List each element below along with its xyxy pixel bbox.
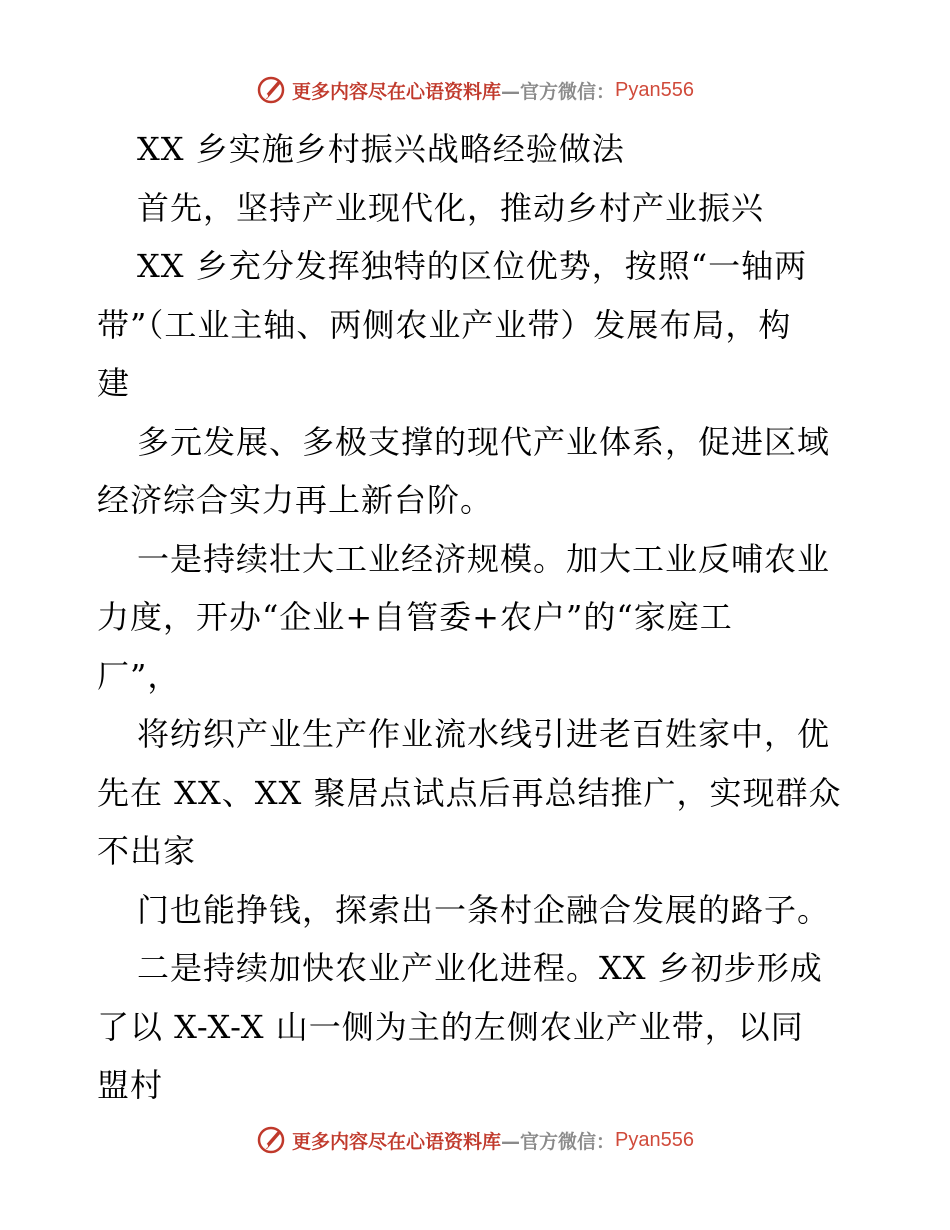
paragraph-line: 力度，开办“企业+自管委+农户”的“家庭工 <box>97 598 733 636</box>
paragraph-line: 不出家 <box>97 832 197 870</box>
paragraph-line: 厂”， <box>97 656 181 695</box>
quill-logo-icon <box>256 1125 286 1155</box>
paragraph-line: 带”（工业主轴、两侧农业产业带）发展布局，构 <box>97 305 792 344</box>
header-site-name: 更多内容尽在心语资料库 <box>292 80 502 103</box>
paragraph-line: 一是持续壮大工业经济规模。加大工业反哺农业 <box>137 539 831 578</box>
paragraph-line: 门也能挣钱，探索出一条村企融合发展的路子。 <box>137 890 831 929</box>
header-wechat-label: —官方微信： <box>501 80 616 103</box>
section-heading: 首先，坚持产业现代化，推动乡村产业振兴 <box>137 188 765 227</box>
header-banner <box>0 70 950 110</box>
paragraph-line: XX 乡充分发挥独特的区位优势，按照“一轴两 <box>137 247 808 285</box>
document-title: XX 乡实施乡村振兴战略经验做法 <box>137 130 625 168</box>
quill-logo-icon <box>256 75 286 105</box>
paragraph-line: 先在 XX、XX 聚居点试点后再总结推广，实现群众 <box>97 773 842 812</box>
paragraph-line: 盟村 <box>97 1066 164 1104</box>
document-body <box>97 120 857 1115</box>
paragraph-line: 了以 X-X-X 山一侧为主的左侧农业产业带，以同 <box>97 1007 804 1046</box>
footer-site-name: 更多内容尽在心语资料库 <box>292 1130 502 1153</box>
paragraph-line: 建 <box>97 364 131 402</box>
paragraph-line: 二是持续加快农业产业化进程。XX 乡初步形成 <box>137 949 823 987</box>
header-wechat-id: Pyan556 <box>615 78 694 101</box>
footer-banner <box>0 1120 950 1160</box>
paragraph-line: 经济综合实力再上新台阶。 <box>97 481 494 519</box>
paragraph-line: 将纺织产业生产作业流水线引进老百姓家中，优 <box>137 715 831 753</box>
footer-wechat-label: —官方微信： <box>501 1130 616 1153</box>
footer-wechat-id: Pyan556 <box>615 1128 694 1151</box>
paragraph-line: 多元发展、多极支撑的现代产业体系，促进区域 <box>137 422 831 461</box>
